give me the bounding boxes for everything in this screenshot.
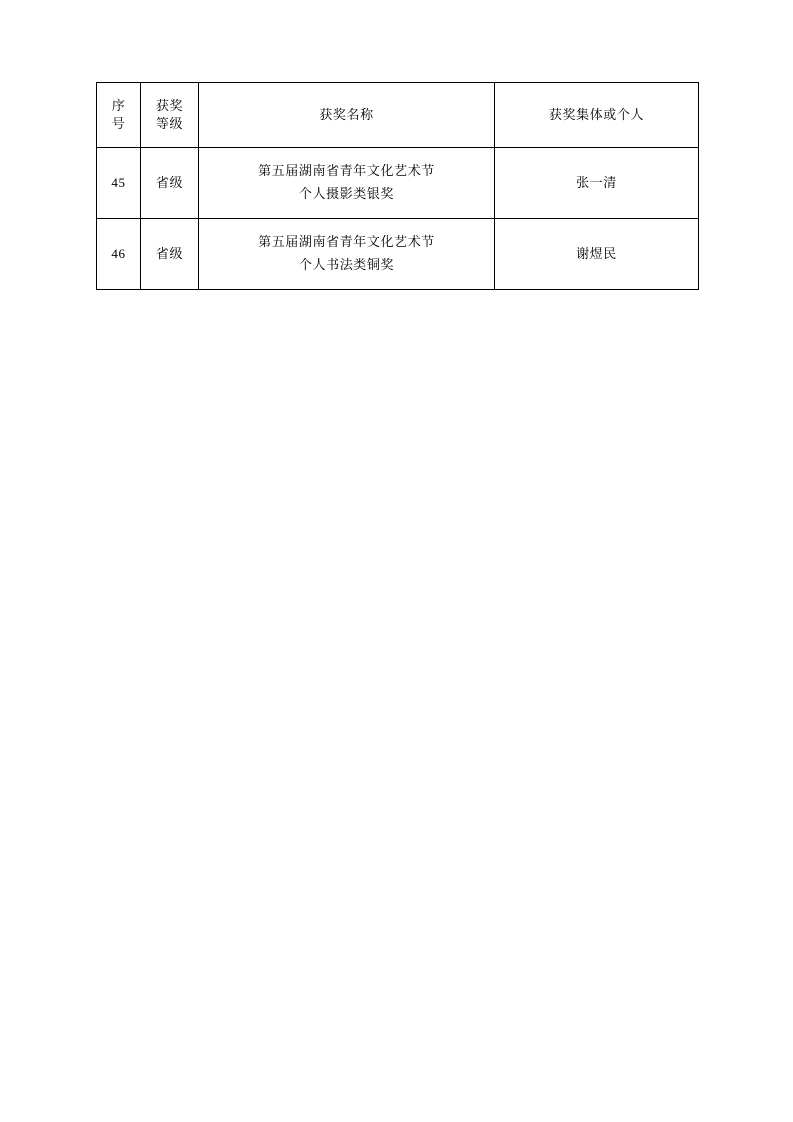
header-level-line1: 获奖 <box>155 98 184 114</box>
header-seq-line2: 号 <box>111 116 126 131</box>
header-seq-line1: 序 <box>111 98 126 114</box>
cell-recipient: 张一清 <box>495 148 699 219</box>
table-row <box>97 219 699 290</box>
header-cell-level <box>141 83 199 148</box>
award-table <box>96 82 699 290</box>
header-cell-seq <box>97 83 141 148</box>
cell-award-name <box>199 219 495 290</box>
header-cell-award-name: 获奖名称 <box>199 83 495 148</box>
cell-level: 省级 <box>141 219 199 290</box>
header-level-line2: 等级 <box>155 116 184 131</box>
cell-recipient: 谢煜民 <box>495 219 699 290</box>
table-header-row <box>97 83 699 148</box>
award-name-line1: 第五届湖南省青年文化艺术节 <box>258 234 435 250</box>
header-cell-recipient: 获奖集体或个人 <box>495 83 699 148</box>
cell-seq: 46 <box>97 219 141 290</box>
award-name-line2: 个人书法类铜奖 <box>298 257 395 272</box>
cell-seq: 45 <box>97 148 141 219</box>
award-name-line1: 第五届湖南省青年文化艺术节 <box>258 163 435 179</box>
cell-award-name <box>199 148 495 219</box>
award-name-line2: 个人摄影类银奖 <box>298 186 395 201</box>
table-row <box>97 148 699 219</box>
cell-level: 省级 <box>141 148 199 219</box>
